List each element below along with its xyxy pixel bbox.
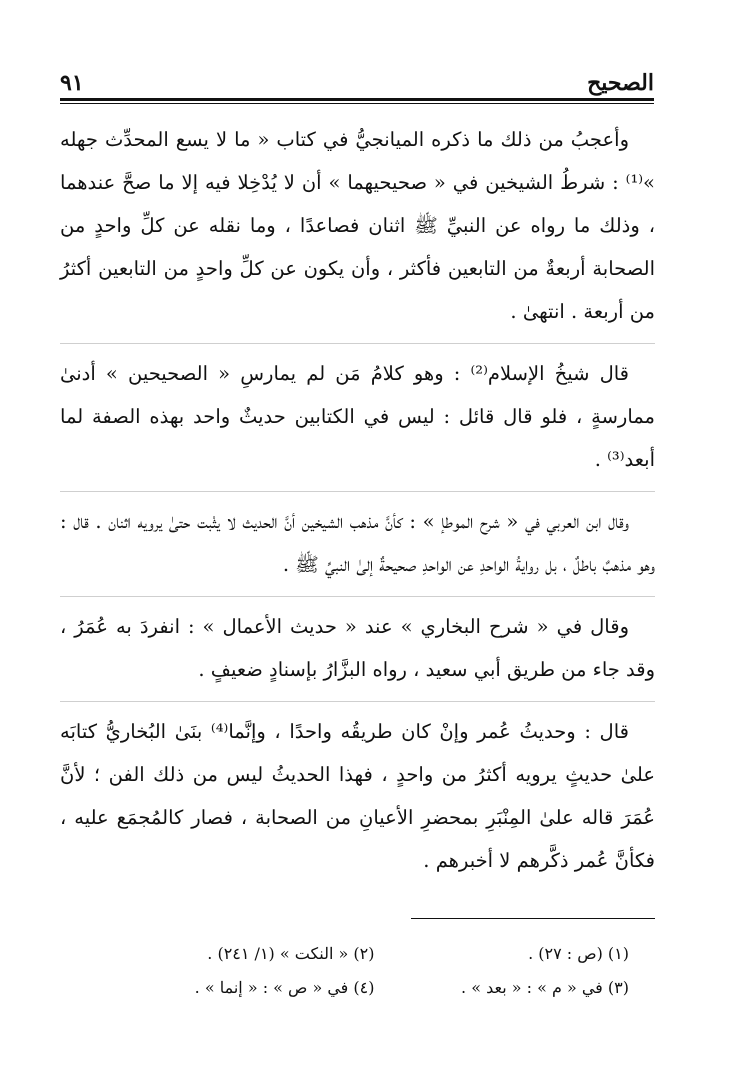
- footnote-1: (١) (ص : ٢٧) .: [528, 944, 629, 963]
- header-rule: [60, 98, 654, 101]
- running-title: الصحيح: [587, 70, 654, 96]
- header-rule-thin: [60, 103, 654, 104]
- paragraph-5: قال : وحديثُ عُمر وإنْ كان طريقُه واحدًا ، وإنَّما⁽⁴⁾ بنَىٰ البُخاريُّ كتابَه علىٰ حديثٍ يرويه أكثرُ من واحدٍ ، فهذا الحديثُ ليس من ذلك الفن ؛ لأنَّ عُمَرَ قاله علىٰ المِنْبَرِ بمحضرِ الأعيانِ من الصحابة ، فصار كالمُجمَع عليه ، فكأنَّ عُمر ذكَّرهم لا أخبرهم .: [60, 701, 655, 882]
- running-header: [60, 58, 654, 94]
- footnote-2: (٢) « النكت » (١/ ٢٤١) .: [207, 944, 375, 963]
- page-number: ٩١: [60, 70, 84, 96]
- footnote-3: (٣) في « م » : « بعد » .: [461, 978, 629, 997]
- paragraph-2: قال شيخُ الإسلام⁽²⁾ : وهو كلامُ مَن لم يمارسِ « الصحيحين » أدنىٰ ممارسةٍ ، فلو قال قائل : ليس في الكتابين حديثٌ واحد بهذه الصفة لما أبعد⁽³⁾ .: [60, 343, 655, 481]
- paragraph-1: وأعجبُ من ذلك ما ذكره الميانجيُّ في كتاب « ما لا يسع المحدِّث جهله »⁽¹⁾ : شرطُ الشيخين في « صحيحيهما » أن لا يُدْخِلا فيه إلا ما صحَّ عندهما ، وذلك ما رواه عن النبيِّ ﷺ اثنان فصاعدًا ، وما نقله عن كلِّ واحدٍ من الصحابة أربعةٌ من التابعين فأكثر ، وأن يكون عن كلِّ واحدٍ من التابعين أكثرُ من أربعة . انتهىٰ .: [60, 128, 655, 323]
- paragraph-4: وقال في « شرح البخاري » عند « حديث الأعمال » : انفردَ به عُمَرُ ، وقد جاء من طريق أبي سعيد ، رواه البزَّارُ بإسنادٍ ضعيفٍ .: [60, 596, 655, 691]
- paragraph-3: وقال ابن العربي في « شرح الموطإ » : كأنَّ مذهب الشيخين أنَّ الحديث لا يثْبت حتىٰ يرويه اثنان . قال : وهو مذهبٌ باطلٌ ، بل روايةُ الواحدِ عن الواحدِ صحيحةٌ إلىٰ النبيِّ ﷺ .: [60, 491, 655, 586]
- footnote-4: (٤) في « ص » : « إنما » .: [194, 978, 375, 997]
- footnotes: [150, 940, 629, 1002]
- body-text: [60, 118, 655, 882]
- footnote-separator: [411, 918, 655, 919]
